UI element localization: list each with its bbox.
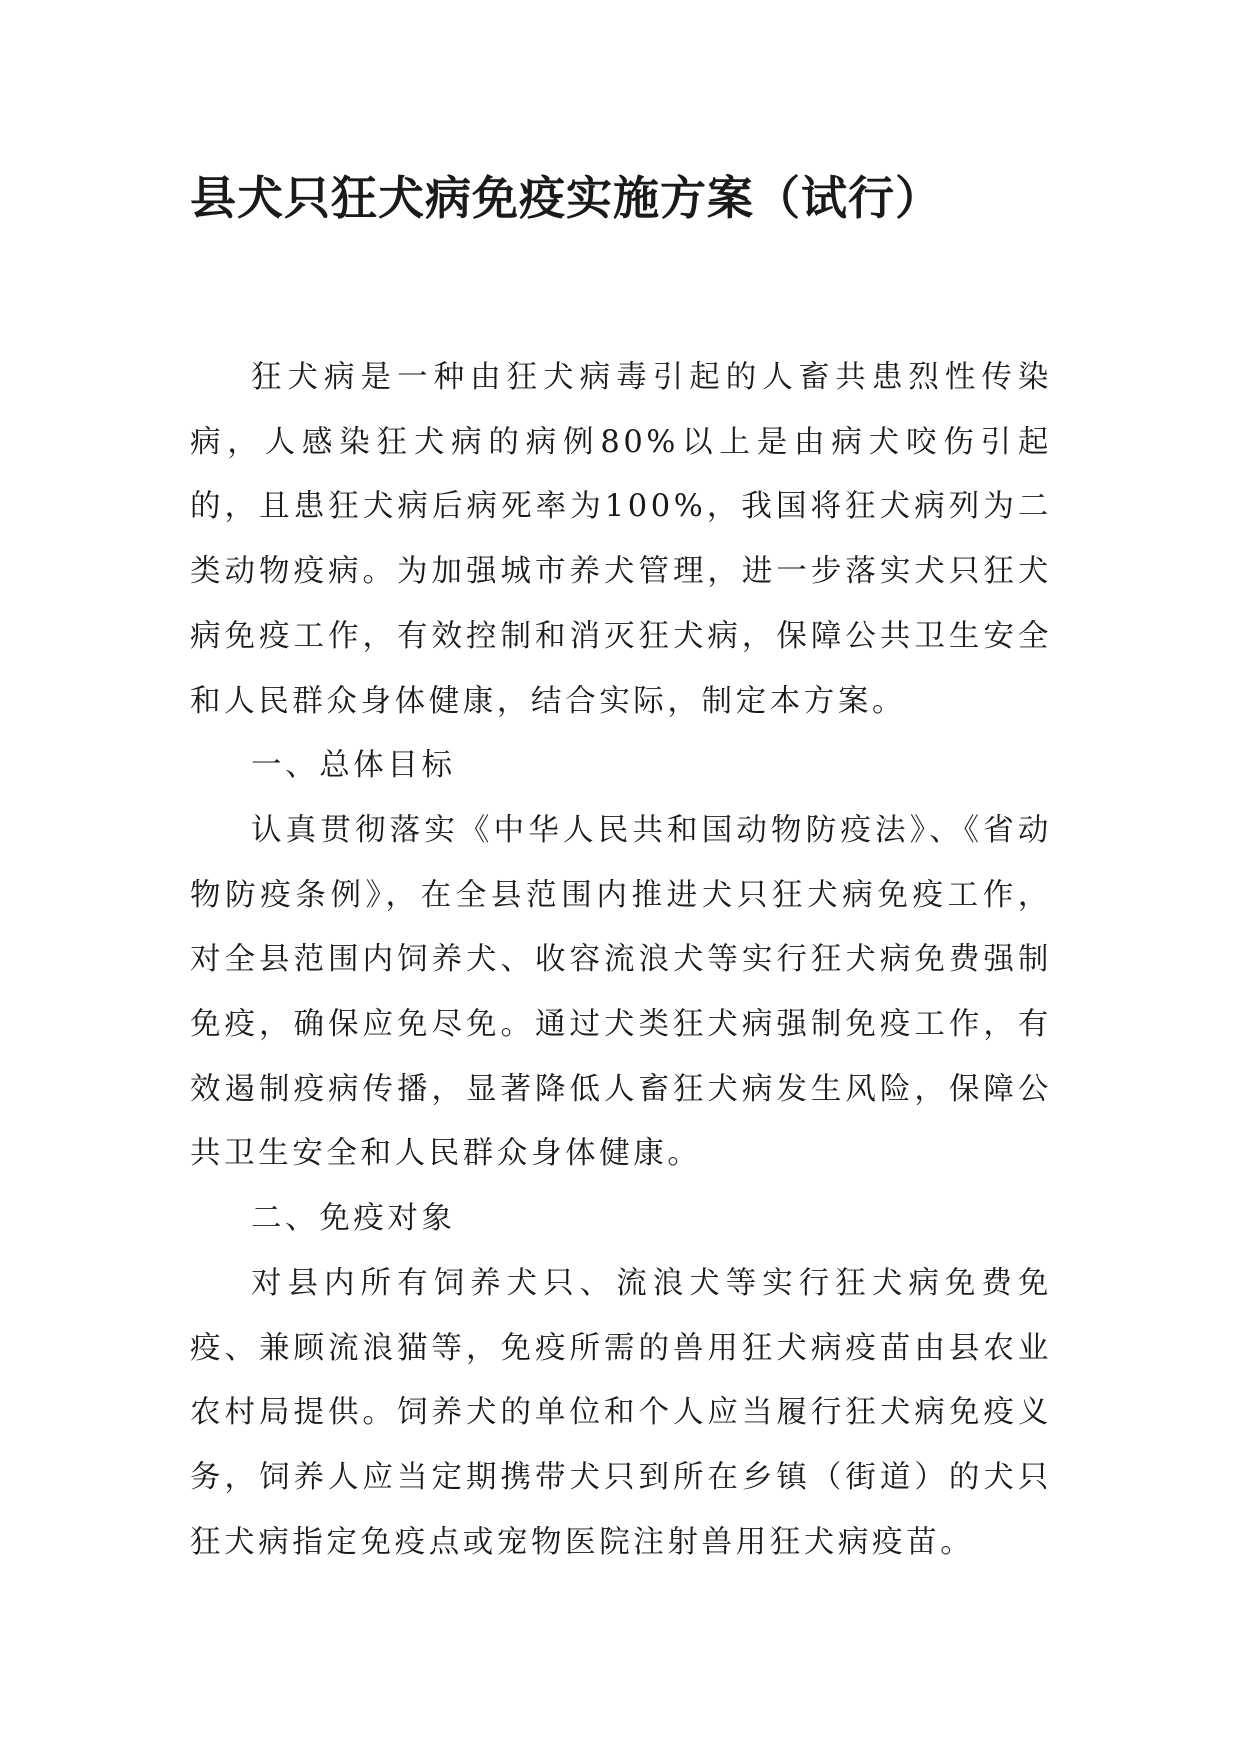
section-heading-goals: 一、总体目标 [251,748,456,784]
intro-paragraph: 狂犬病是一种由狂犬病毒引起的人畜共患烈性传染病，人感染狂犬病的病例80%以上是由病犬咬伤引起的，且患狂犬病后病死率为100%，我国将狂犬病列为二类动物疫病。为加强城市养犬管理，进一步落实犬只狂犬病免疫工作，有效控制和消灭狂犬病，保障公共卫生安全和人民群众身体健康，结合实际，制定本方案。 [190,360,1052,719]
section-paragraph-goals: 认真贯彻落实《中华人民共和国动物防疫法》、《省动物防疫条例》，在全县范围内推进犬只狂犬病免疫工作，对全县范围内饲养犬、收容流浪犬等实行狂犬病免费强制免疫，确保应免尽免。通过犬类狂犬病强制免疫工作，有效遏制疫病传播，显著降低人畜狂犬病发生风险，保障公共卫生安全和人民群众身体健康。 [190,812,1052,1172]
section-paragraph-targets: 对县内所有饲养犬只、流浪犬等实行狂犬病免费免疫、兼顾流浪猫等，免疫所需的兽用狂犬病疫苗由县农业农村局提供。饲养犬的单位和个人应当履行狂犬病免疫义务，饲养人应当定期携带犬只到所在乡镇（街道）的犬只狂犬病指定免疫点或宠物医院注射兽用狂犬病疫苗。 [190,1265,1052,1560]
document-body [190,346,1052,1575]
section-heading-targets: 二、免疫对象 [251,1201,456,1237]
document-title: 县犬只狂犬病免疫实施方案（试行） [190,171,942,225]
